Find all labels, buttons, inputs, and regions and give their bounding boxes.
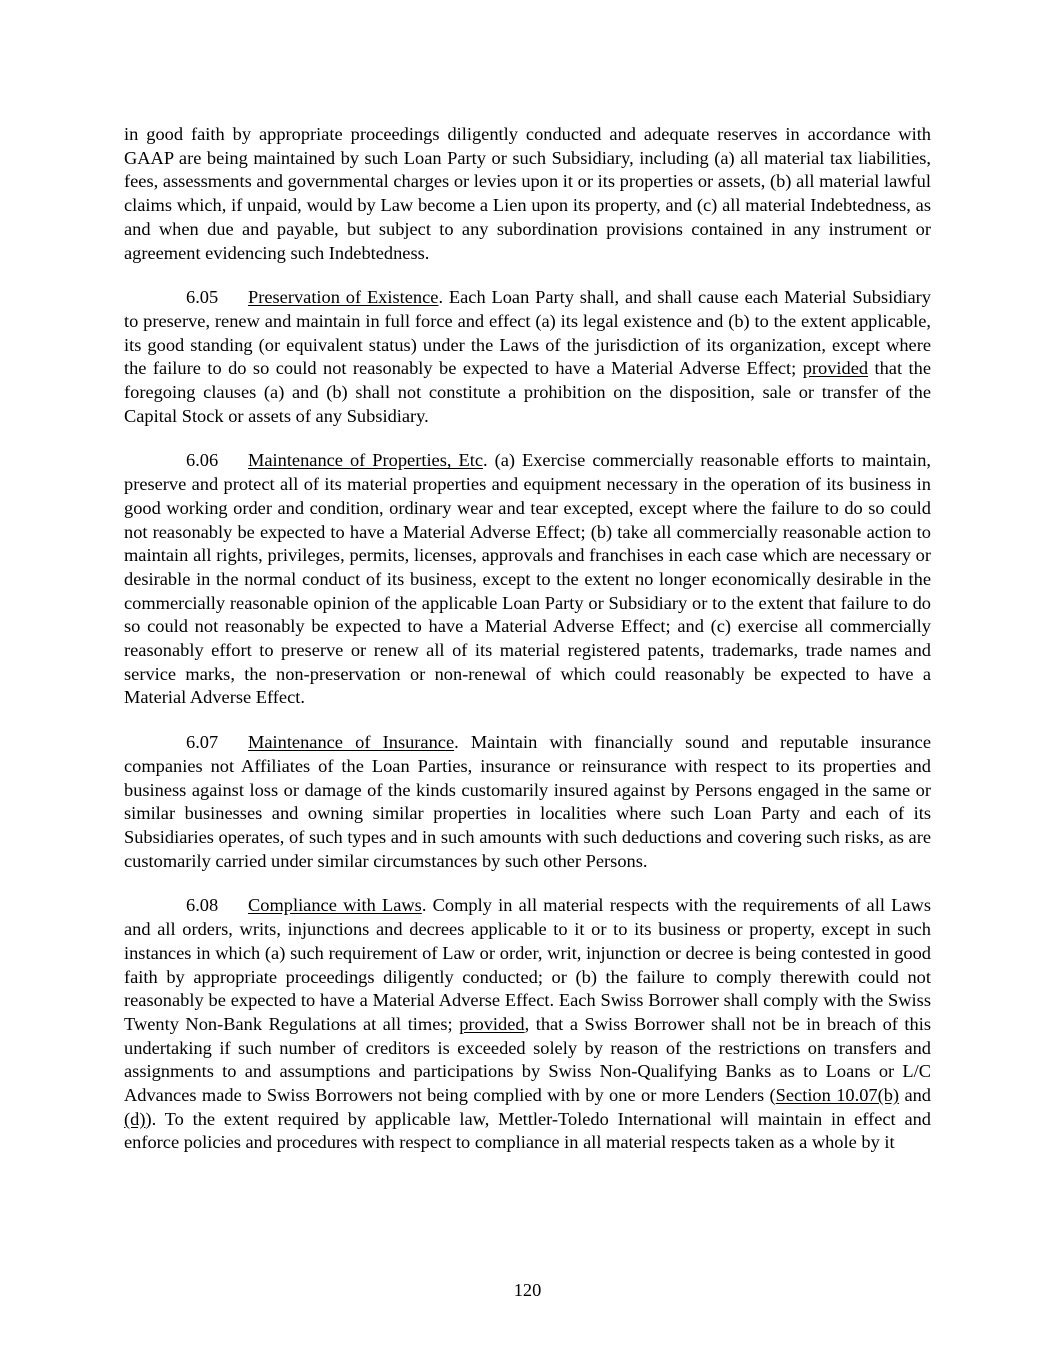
continuation-text: in good faith by appropriate proceedings diligently conducted and adequate reserves in accordance with GAAP are being maintained by such Loan Party or such Subsidiary, including (a) all material tax liabilities, fees, assessments and governmental charges or levies upon it or its properties or assets, (b) all material lawful claims which, if unpaid, would by Law become a Lien upon its property, and (c) all material Indebtedness, as and when due and payable, but subject to any subordination provisions contained in any instrument or agreement evidencing such Indebtedness. [124, 124, 931, 263]
section-title: Maintenance of Insurance [248, 732, 455, 753]
paragraph-continuation [124, 123, 931, 265]
section-text: . (a) Exercise commercially reasonable efforts to maintain, preserve and protect all of its material properties and equipment necessary in the operation of its business in good working order and condition, ordinary wear and tear excepted, except where the failure to do so could not reasonably be expected to have a Material Adverse Effect; (b) take all commercially reasonable action to maintain all rights, privileges, permits, licenses, approvals and franchises in each case which are necessary or desirable in the normal conduct of its business, except to the extent no longer economically desirable in the commercially reasonable opinion of the applicable Loan Party or Subsidiary or to the extent that failure to do so could not reasonably be expected to have a Material Adverse Effect; and (c) exercise all commercially reasonably effort to preserve or renew all of its material registered patents, trademarks, trade names and service marks, the non-preservation or non-renewal of which could reasonably be expected to have a Material Adverse Effect. [124, 450, 931, 708]
section-text: , that a Swiss Borrower shall not be in breach of this undertaking if such number of creditors is exceeded solely by reason of the restrictions on transfers and assignments to and assumptions and participations by Swiss Non-Qualifying Banks as to Loans or L/C Advances made to Swiss Borrowers not being complied with by one or more Lenders ( [124, 1013, 932, 1106]
section-number: 6.06 [186, 450, 219, 471]
section-number: 6.05 [186, 287, 219, 308]
section-text: ). To the extent required by applicable law, Mettler-Toledo International will maintain in effect and enforce policies and procedures with respect to compliance in all material respects taken as a whole by it [124, 1108, 931, 1153]
section-6-07 [124, 731, 931, 873]
section-text: and [899, 1085, 931, 1106]
page-number: 120 [513, 1280, 542, 1300]
section-reference: (d) [124, 1108, 146, 1129]
provided-term: provided [802, 358, 869, 379]
section-text: . Comply in all material respects with the requirements of all Laws and all orders, writs, injunctions and decrees applicable to it or to its business or property, except in such instances in which (a) such requirement of Law or order, writ, injunction or decree is being contested in good faith by appropriate proceedings diligently conducted; or (b) the failure to comply therewith could not reasonably be expected to have a Material Adverse Effect. Each Swiss Borrower shall comply with the Swiss Twenty Non-Bank Regulations at all times; [124, 895, 931, 1034]
section-reference: Section 10.07(b) [775, 1085, 900, 1106]
section-title: Compliance with Laws [248, 895, 422, 916]
provided-term: provided [459, 1013, 525, 1034]
document-page [124, 123, 931, 1176]
section-text: . Maintain with financially sound and reputable insurance companies not Affiliates of the Loan Parties, insurance or reinsurance with respect to its properties and business against loss or damage of the kinds customarily insured against by Persons engaged in the same or similar businesses and owning similar properties in localities where such Loan Party and each of its Subsidiaries operates, of such types and in such amounts with such deductions and covering such risks, as are customarily carried under similar circumstances by such other Persons. [124, 732, 931, 871]
section-title: Preservation of Existence [248, 287, 439, 308]
section-number: 6.08 [186, 895, 219, 916]
section-text: that the foregoing clauses (a) and (b) shall not constitute a prohibition on the disposition, sale or transfer of the Capital Stock or assets of any Subsidiary. [124, 358, 931, 426]
section-text: . Each Loan Party shall, and shall cause each Material Subsidiary to preserve, renew and maintain in full force and effect (a) its legal existence and (b) to the extent applicable, its good standing (or equivalent status) under the Laws of the jurisdiction of its organization, except where the failure to do so could not reasonably be expected to have a Material Adverse Effect; [124, 287, 931, 379]
section-6-06 [124, 449, 931, 710]
section-number: 6.07 [186, 732, 219, 753]
section-6-08 [124, 894, 931, 1155]
section-title: Maintenance of Properties, Etc [248, 450, 483, 471]
section-6-05 [124, 286, 931, 428]
